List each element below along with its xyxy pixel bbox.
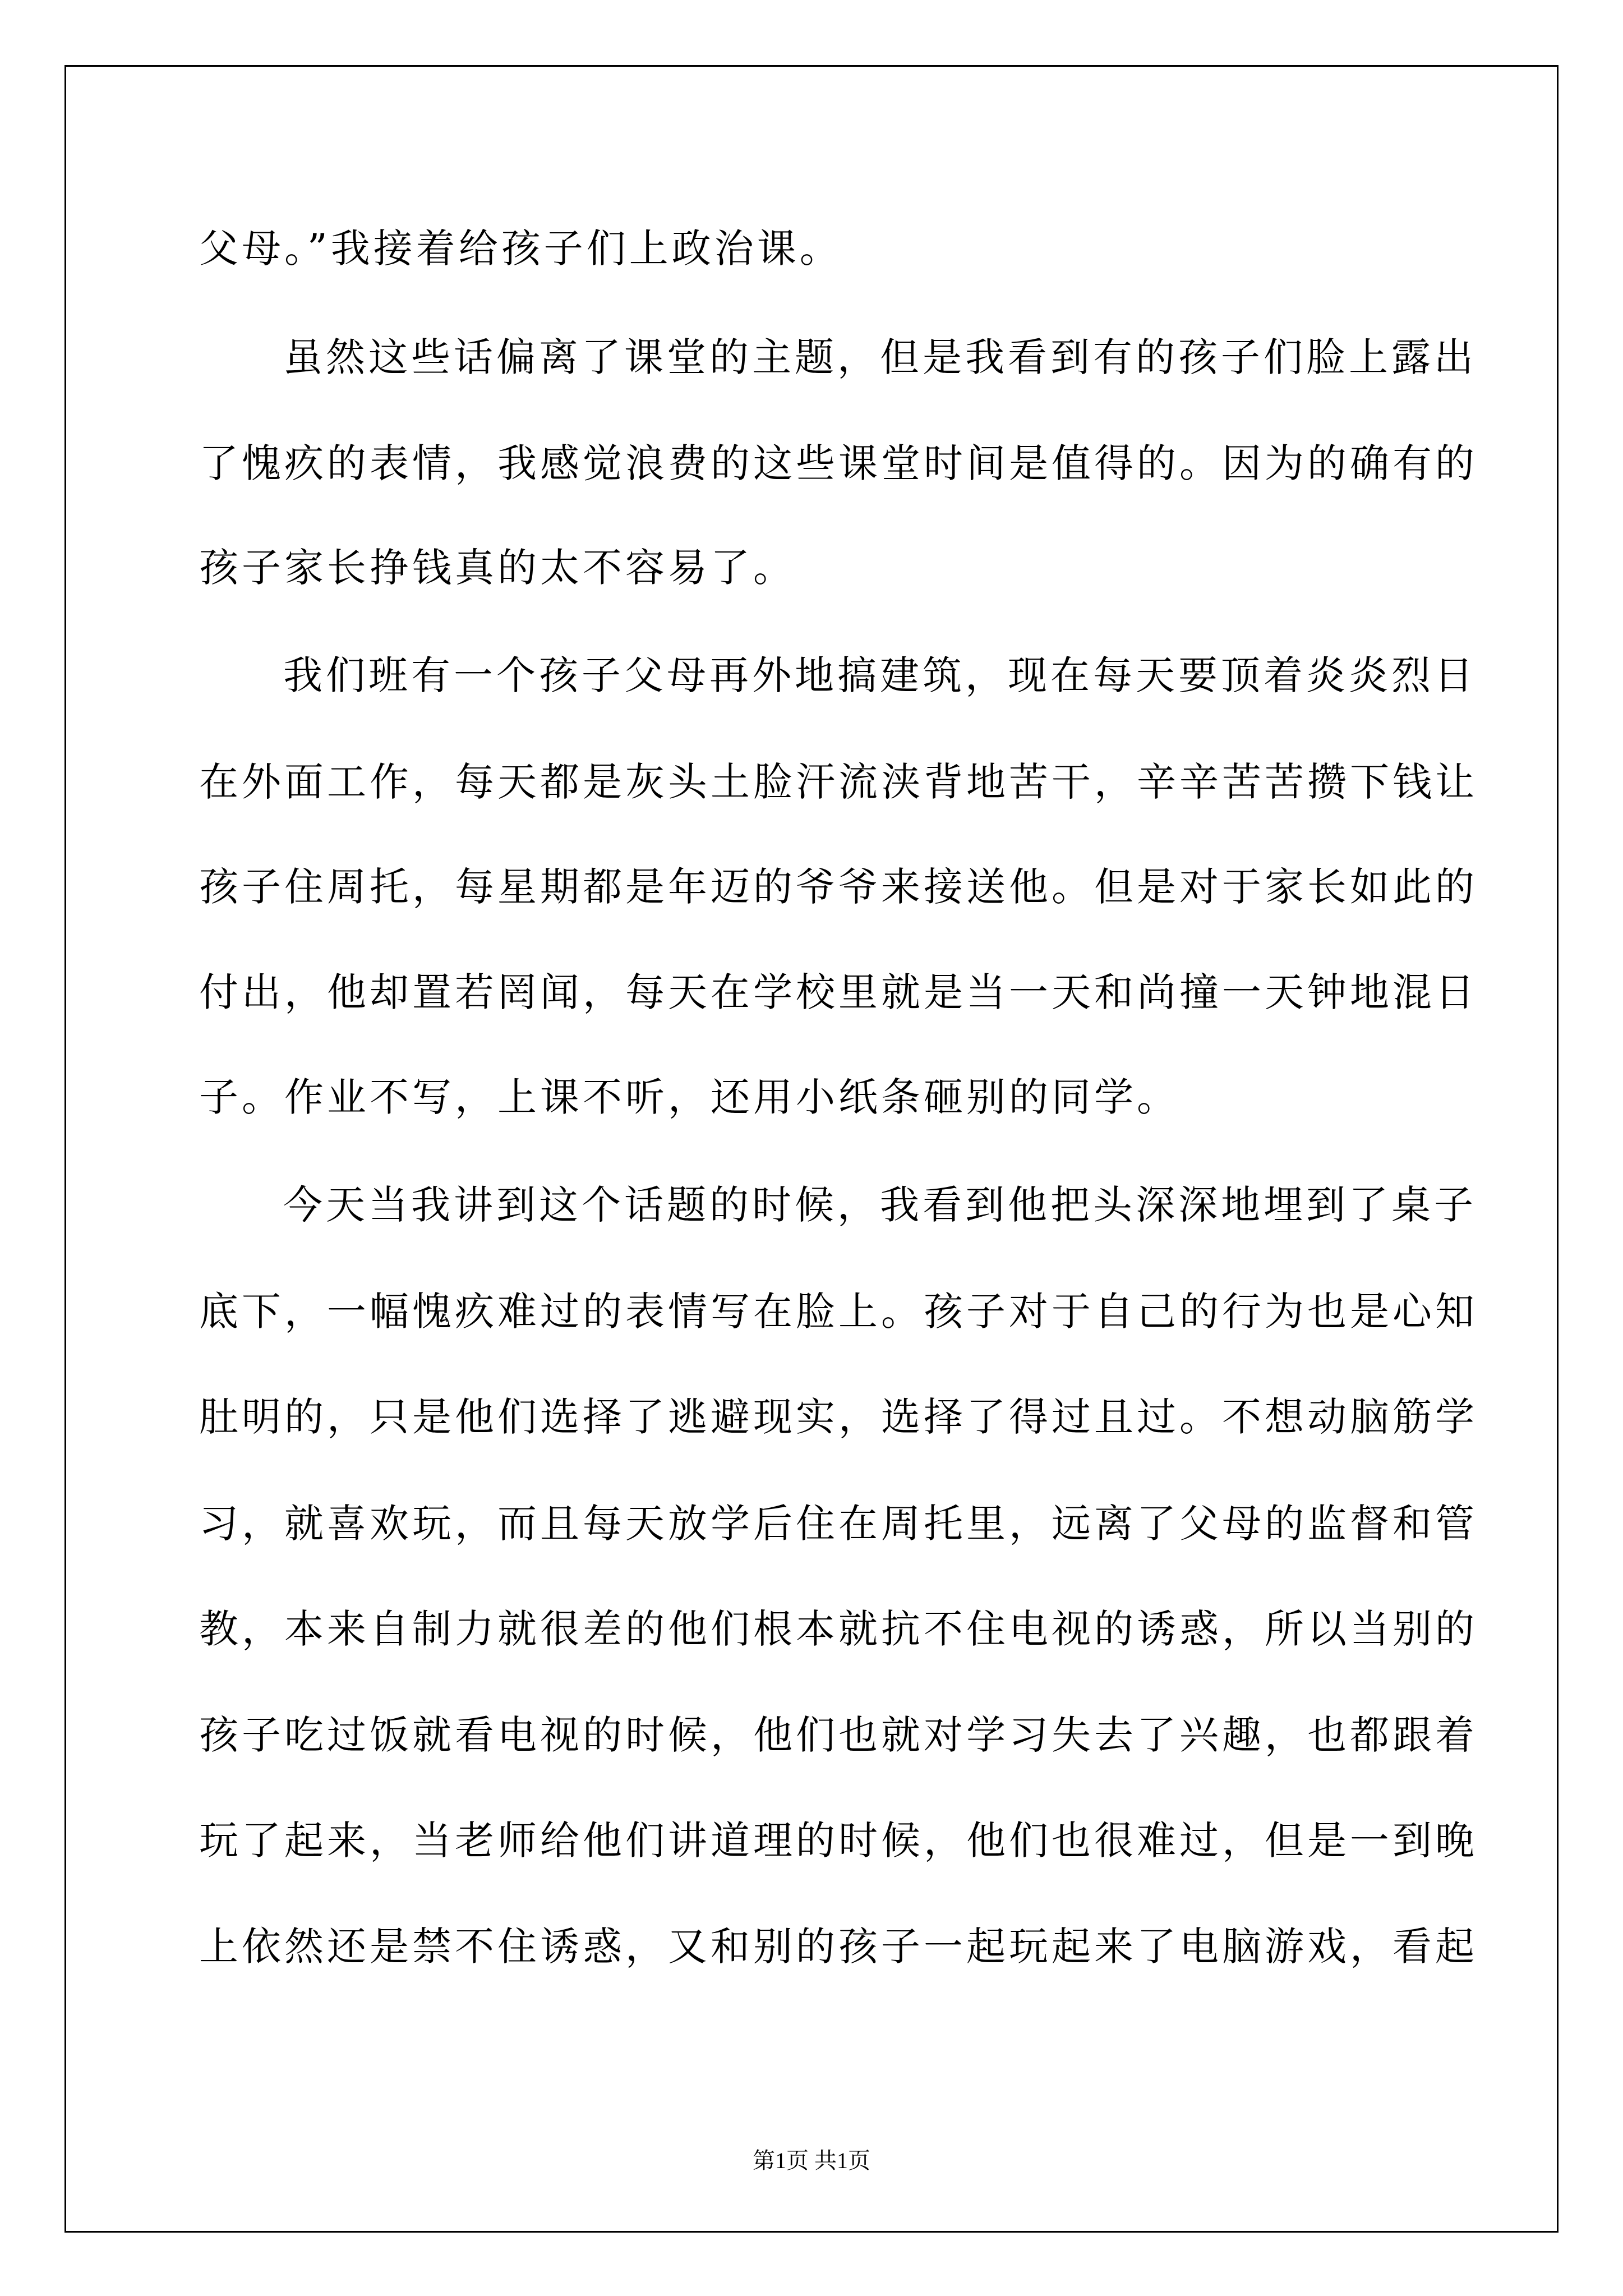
text-line: 玩了起来，当老师给他们讲道理的时候，他们也很难过，但是一到晚 <box>199 1818 1478 1864</box>
text-line: 在外面工作，每天都是灰头土脸汗流浃背地苦干，辛辛苦苦攒下钱让 <box>199 759 1478 805</box>
text-line: 孩子吃过饭就看电视的时候，他们也就对学习失去了兴趣，也都跟着 <box>199 1712 1478 1758</box>
text-line: 付出，他却置若罔闻，每天在学校里就是当一天和尚撞一天钟地混日 <box>199 969 1478 1015</box>
text-line: 底下，一幅愧疚难过的表情写在脸上。孩子对于自己的行为也是心知 <box>199 1289 1478 1335</box>
text-line: 肚明的，只是他们选择了逃避现实，选择了得过且过。不想动脑筋学 <box>199 1394 1478 1440</box>
paragraph-start-line: 虽然这些话偏离了课堂的主题，但是我看到有的孩子们脸上露出 <box>283 334 1477 380</box>
text-line: 了愧疚的表情，我感觉浪费的这些课堂时间是值得的。因为的确有的 <box>199 440 1478 486</box>
text-line: 上依然还是禁不住诱惑，又和别的孩子一起玩起来了电脑游戏，看起 <box>199 1924 1478 1970</box>
page-number-footer: 第1页 共1页 <box>753 2148 870 2173</box>
text-line: 子。作业不写，上课不听，还用小纸条砸别的同学。 <box>199 1074 1179 1120</box>
text-line: 孩子住周托，每星期都是年迈的爷爷来接送他。但是对于家长如此的 <box>199 864 1478 910</box>
text-line: 父母。”我接着给孩子们上政治课。 <box>199 226 842 272</box>
text-line: 习，就喜欢玩，而且每天放学后住在周托里，远离了父母的监督和管 <box>199 1501 1478 1547</box>
paragraph-start-line: 我们班有一个孩子父母再外地搞建筑，现在每天要顶着炎炎烈日 <box>283 652 1477 698</box>
text-line: 孩子家长挣钱真的太不容易了。 <box>199 545 796 591</box>
paragraph-start-line: 今天当我讲到这个话题的时候，我看到他把头深深地埋到了桌子 <box>283 1182 1477 1228</box>
text-line: 教，本来自制力就很差的他们根本就抗不住电视的诱惑，所以当别的 <box>199 1606 1478 1652</box>
